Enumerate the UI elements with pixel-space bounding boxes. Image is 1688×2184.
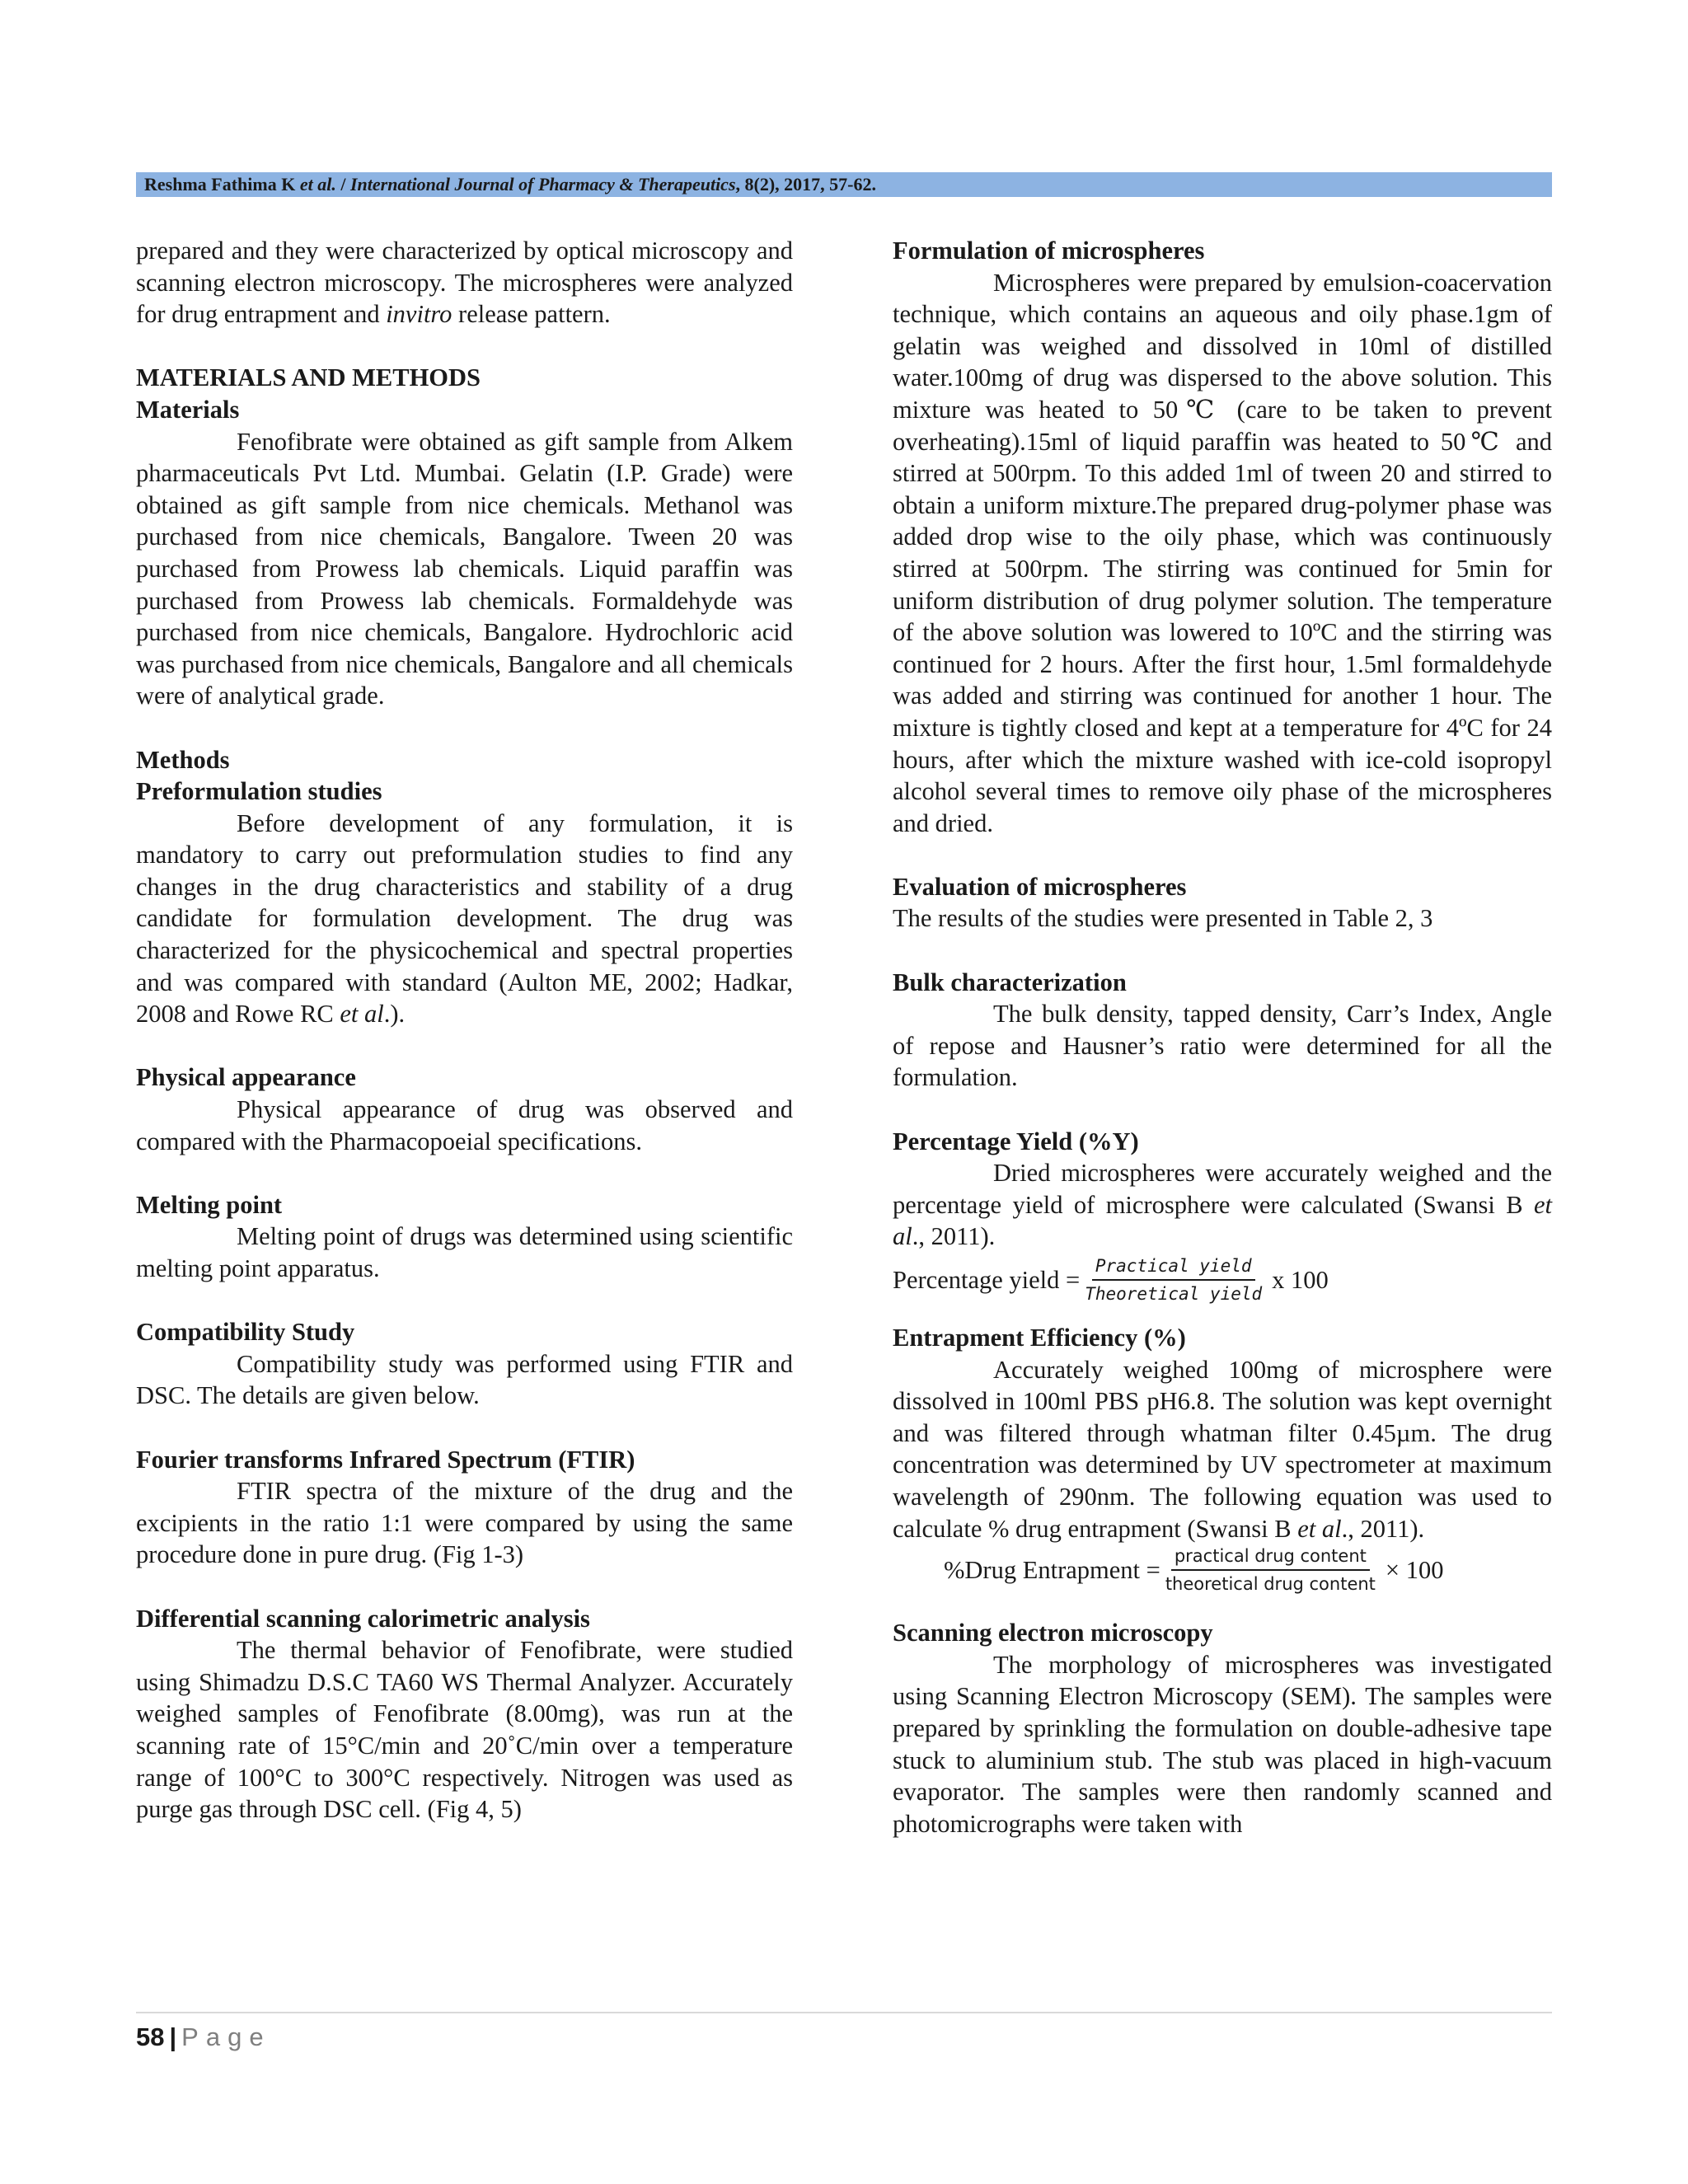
entrapment-eq-tail: × 100 [1385,1555,1444,1584]
ftir-heading: Fourier transforms Infrared Spectrum (FTIR) [136,1445,635,1474]
preformulation-italic: et al [340,1000,384,1029]
dsc-paragraph: The thermal behavior of Fenofibrate, were studied using Shimadzu D.S.C TA60 WS Thermal Analyzer. Accurately weighed samples of Fenofibrate (8.00mg), was run at the scanning rate of 15°C/min and 20˚C/min over a temperature range of 100°C to 300°C respectively. Nitrogen was used as purge gas through DSC cell. (Fig 4, 5) [136,1636,793,1824]
formulation-heading: Formulation of microspheres [893,237,1205,265]
yield-heading: Percentage Yield (%Y) [893,1127,1139,1155]
physical-heading: Physical appearance [136,1063,356,1092]
sem-paragraph: The morphology of microspheres was investigated using Scanning Electron Microscopy (SEM). The samples were prepared by sprinkling the formulation on double-adhesive tape stuck to aluminium stub. The stub was placed in high-vacuum evaporator. The samples were then randomly scanned and photomicrographs were taken with [893,1650,1552,1838]
bulk-heading: Bulk characterization [893,968,1127,996]
page-number: 58 [136,2022,165,2051]
yield-paragraph [893,1157,1552,1253]
yield-eq-tail: x 100 [1272,1265,1329,1294]
melting-paragraph: Melting point of drugs was determined using scientific melting point apparatus. [136,1222,793,1282]
entrapment-numerator: practical drug content [1171,1544,1370,1571]
intro-text-end: release pattern. [452,300,611,329]
yield-equation [893,1254,1552,1305]
compat-heading: Compatibility Study [136,1318,355,1347]
page-label: Page [181,2022,271,2051]
yield-italic: et al [893,1190,1552,1251]
formulation-paragraph: Microspheres were prepared by emulsion-coacervation technique, which contains an aqueous and oily phase.1gm of gelatin was weighed and dissolved in 10ml of distilled water.100mg of drug was dispersed to the above solution. This mixture was heated to 50℃ (care to be taken to prevent overheating).15ml of liquid paraffin was heated to 50℃ and stirred at 500rpm. To this added 1ml of tween 20 and stirred to obtain a uniform mixture.The prepared drug-polymer phase was added drop wise to the oily phase, which was continuously stirred at 500rpm. The stirring was continued for 5min for uniform distribution of drug polymer solution. The temperature of the above solution was lowered to 10ºC and the stirring was continued for 2 hours. After the first hour, 1.5ml formaldehyde was added and stirring was continued for another 1 hour. The mixture is tightly closed and kept at a temperature for 4ºC for 24 hours, after which the mixture washed with ice-cold isopropyl alcohol several times to remove oily phase of the microspheres and dried. [893,268,1552,837]
yield-numerator: Practical yield [1092,1254,1255,1281]
yield-text: Dried microspheres were accurately weighed and the percentage yield of microsphere were calculated (Swansi B [893,1159,1552,1219]
intro-paragraph [136,235,793,330]
section-title: MATERIALS AND METHODS [136,363,481,392]
left-column [136,235,793,1825]
entrapment-equation [893,1544,1552,1596]
preformulation-text-end: .). [383,1000,406,1029]
footer-divider [136,2012,1552,2013]
entrapment-paragraph [893,1354,1552,1545]
dsc-heading: Differential scanning calorimetric analysis [136,1604,590,1633]
yield-fraction [1081,1254,1265,1305]
bulk-paragraph: The bulk density, tapped density, Carr’s Index, Angle of repose and Hausner’s ratio were determined for all the formulation. [893,1000,1552,1092]
melting-heading: Melting point [136,1190,283,1219]
right-column [893,235,1552,1840]
entrapment-text-end: ., 2011). [1341,1514,1425,1543]
header-citation: , 8(2), 2017, 57-62. [735,174,876,194]
preformulation-heading: Preformulation studies [136,777,382,806]
materials-heading: Materials [136,395,240,424]
methods-heading: Methods [136,745,230,774]
page-footer [136,2021,271,2054]
entrapment-eq-label: %Drug Entrapment = [944,1555,1160,1584]
intro-text: prepared and they were characterized by optical microscopy and scanning electron microscopy. The microspheres were analyzed for drug entrapment and [136,237,793,329]
entrapment-heading: Entrapment Efficiency (%) [893,1324,1186,1352]
physical-paragraph: Physical appearance of drug was observed and compared with the Pharmacopoeial specifications. [136,1095,793,1155]
footer-separator: | [169,2022,177,2051]
ftir-paragraph: FTIR spectra of the mixture of the drug and the excipients in the ratio 1:1 were compared by using the same procedure done in pure drug. (Fig 1-3) [136,1477,793,1569]
entrapment-denominator: theoretical drug content [1165,1574,1376,1595]
entrapment-fraction [1162,1544,1379,1596]
header-etal: et al. [299,174,336,194]
evaluation-paragraph: The results of the studies were presented in Table 2, 3 [893,904,1433,933]
entrapment-text: Accurately weighed 100mg of microsphere were dissolved in 100ml PBS pH6.8. The solution was kept overnight and was filtered through whatman filter 0.45µm. The drug concentration was determined by UV spectrometer at maximum wavelength of 290nm. The following equation was used to calculate % drug entrapment (Swansi B [893,1355,1552,1543]
header-journal-sep: / [335,174,350,194]
entrapment-italic: et al [1297,1514,1342,1543]
header-author: Reshma Fathima K [144,174,296,194]
intro-italic: invitro [386,300,452,329]
compat-paragraph: Compatibility study was performed using FTIR and DSC. The details are given below. [136,1349,793,1410]
header-journal: International Journal of Pharmacy & Therapeutics [349,174,736,194]
sem-heading: Scanning electron microscopy [893,1619,1213,1647]
evaluation-heading: Evaluation of microspheres [893,872,1187,901]
preformulation-text: Before development of any formulation, it is mandatory to carry out preformulation studies to find any changes in the drug characteristics and stability of a drug candidate for formulation development. The drug was characterized for the physicochemical and spectral properties and was compared with standard (Aulton ME, 2002; Hadkar, 2008 and Rowe RC [136,808,793,1029]
running-header [136,172,1552,197]
yield-eq-label: Percentage yield = [893,1265,1081,1294]
yield-text-end: ., 2011). [912,1222,996,1251]
yield-denominator: Theoretical yield [1085,1284,1263,1304]
preformulation-paragraph [136,808,793,1030]
materials-paragraph: Fenofibrate were obtained as gift sample from Alkem pharmaceuticals Pvt Ltd. Mumbai. Gelatin (I.P. Grade) were obtained as gift sample from nice chemicals. Methanol was purchased from nice chemicals, Bangalore. Tween 20 was purchased from Prowess lab chemicals. Liquid paraffin was purchased from Prowess lab chemicals. Formaldehyde was purchased from nice chemicals, Bangalore. Hydrochloric acid was purchased from nice chemicals, Bangalore and all chemicals were of analytical grade. [136,427,793,710]
